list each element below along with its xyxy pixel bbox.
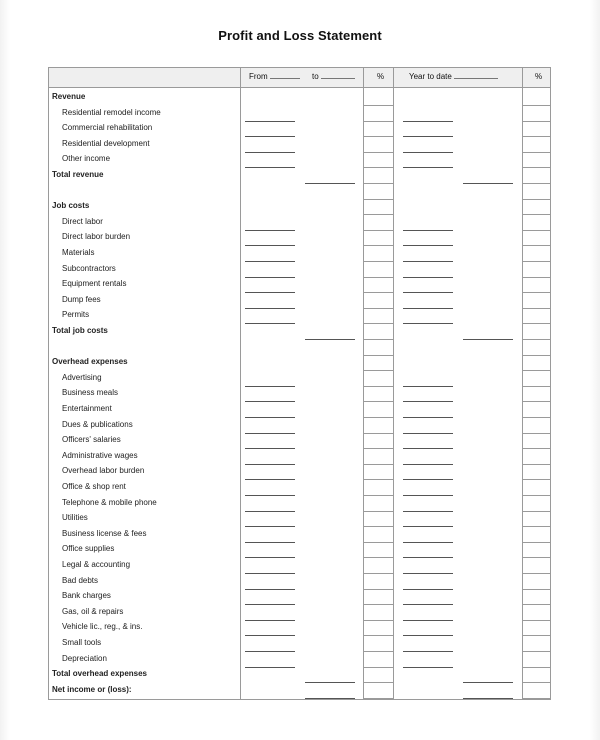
amount-entry-line[interactable] [245,573,295,574]
column-divider [393,68,394,699]
percent-cell-line [363,323,393,324]
percent-cell-line [522,417,550,418]
amount-entry-line[interactable] [403,526,453,527]
line-item-label: Gas, oil & repairs [62,606,124,616]
amount-entry-line[interactable] [245,542,295,543]
percent-cell-line [522,526,550,527]
percent-cell-line [522,620,550,621]
amount-entry-line[interactable] [245,448,295,449]
percent-cell-line [522,651,550,652]
total-entry-line[interactable] [305,682,355,683]
table-header [49,68,550,88]
percent-cell-line [363,464,393,465]
statement-table [48,67,551,700]
amount-entry-line[interactable] [245,667,295,668]
percent-cell-line [522,542,550,543]
amount-entry-line[interactable] [403,167,453,168]
percent-cell-line [363,667,393,668]
percent-cell-line [363,370,393,371]
amount-entry-line[interactable] [245,230,295,231]
amount-entry-line[interactable] [245,167,295,168]
line-item-label: Direct labor [62,216,103,226]
total-entry-line[interactable] [305,339,355,340]
line-item-label: Direct labor burden [62,232,131,242]
line-item-label: Other income [62,154,111,164]
total-label: Total overhead expenses [52,669,147,679]
percent-cell-line [522,167,550,168]
amount-entry-line[interactable] [245,245,295,246]
percent-cell-line [522,230,550,231]
line-item-label: Small tools [62,638,102,647]
percent-cell-line [363,167,393,168]
percent-cell-line [522,495,550,496]
amount-entry-line[interactable] [245,308,295,309]
amount-entry-line[interactable] [245,479,295,480]
amount-entry-line[interactable] [245,589,295,590]
line-item-label: Administrative wages [62,450,138,460]
amount-entry-line[interactable] [245,261,295,262]
amount-entry-line[interactable] [245,433,295,434]
percent-cell-line [363,542,393,543]
percent-cell-line [363,417,393,418]
total-entry-line[interactable] [463,682,513,683]
percent-cell-line [522,635,550,636]
percent-cell-line [363,386,393,387]
header-from: From [249,72,300,81]
amount-entry-line[interactable] [245,323,295,324]
percent-cell-line [522,464,550,465]
percent-cell-line [522,136,550,137]
percent-cell-line [363,292,393,293]
percent-cell-line [522,105,550,106]
percent-cell-line [363,698,393,699]
amount-entry-line[interactable] [403,589,453,590]
percent-cell-line [363,557,393,558]
percent-cell-line [363,495,393,496]
percent-cell-line [363,121,393,122]
amount-entry-line[interactable] [403,121,453,122]
line-item-label: Residential development [62,138,150,148]
percent-cell-line [363,152,393,153]
line-item-label: Entertainment [62,404,112,413]
line-item-label: Depreciation [62,653,107,663]
amount-entry-line[interactable] [403,573,453,574]
document-title: Profit and Loss Statement [218,28,382,43]
amount-entry-line[interactable] [245,401,295,402]
line-item-label: Equipment rentals [62,279,127,289]
percent-cell-line [363,261,393,262]
percent-cell-line [363,651,393,652]
percent-cell-line [522,386,550,387]
percent-cell-line [363,635,393,636]
percent-cell-line [522,339,550,340]
percent-cell-line [522,479,550,480]
amount-entry-line[interactable] [245,635,295,636]
total-entry-line[interactable] [463,183,513,184]
amount-entry-line[interactable] [245,651,295,652]
percent-cell-line [363,355,393,356]
percent-cell-line [522,199,550,200]
percent-cell-line [522,308,550,309]
percent-cell-line [522,370,550,371]
line-item-label: Advertising [62,372,102,382]
header-to: to [312,72,355,81]
header-ytd: Year to date [409,72,498,81]
total-entry-line[interactable] [463,339,513,340]
amount-entry-line[interactable] [245,495,295,496]
amount-entry-line[interactable] [403,557,453,558]
percent-cell-line [363,620,393,621]
percent-cell-line [363,589,393,590]
header-pct2: % [535,72,543,81]
percent-cell-line [363,214,393,215]
line-item-label: Utilities [62,513,88,523]
line-item-label: Residential remodel income [62,107,161,117]
amount-entry-line[interactable] [403,277,453,278]
percent-cell-line [363,573,393,574]
section-heading: Job costs [52,201,90,211]
percent-cell-line [363,277,393,278]
amount-entry-line[interactable] [245,386,295,387]
percent-cell-line [522,667,550,668]
amount-entry-line[interactable] [403,230,453,231]
percent-cell-line [522,292,550,293]
line-item-label: Office & shop rent [62,482,126,491]
amount-entry-line[interactable] [245,526,295,527]
percent-cell-line [522,183,550,184]
percent-cell-line [522,355,550,356]
line-item-label: Vehicle lic., reg., & ins. [62,622,143,632]
amount-entry-line[interactable] [245,277,295,278]
amount-entry-line[interactable] [245,121,295,122]
line-item-label: Subcontractors [62,263,116,273]
amount-entry-line[interactable] [245,604,295,605]
percent-cell-line [363,230,393,231]
header-pct: % [377,72,385,81]
line-item-label: Bad debts [62,575,99,585]
amount-entry-line[interactable] [403,323,453,324]
percent-cell-line [522,152,550,153]
percent-cell-line [522,214,550,215]
percent-cell-line [522,448,550,449]
line-item-label: Overhead labor burden [62,466,145,476]
amount-entry-line[interactable] [403,448,453,449]
percent-cell-line [522,589,550,590]
amount-entry-line[interactable] [403,433,453,434]
amount-entry-line[interactable] [245,557,295,558]
percent-cell-line [363,682,393,683]
amount-entry-line[interactable] [403,635,453,636]
amount-entry-line[interactable] [403,479,453,480]
amount-entry-line[interactable] [245,417,295,418]
percent-cell-line [363,308,393,309]
percent-cell-line [363,401,393,402]
section-heading: Revenue [52,92,86,101]
percent-cell-line [363,136,393,137]
total-label: Total revenue [52,170,104,179]
line-item-label: Bank charges [62,591,111,601]
line-item-label: Permits [62,310,90,320]
amount-entry-line[interactable] [403,542,453,543]
percent-cell-line [522,604,550,605]
percent-cell-line [363,526,393,527]
amount-entry-line[interactable] [403,604,453,605]
percent-cell-line [363,448,393,449]
line-item-label: Business license & fees [62,528,147,538]
amount-entry-line[interactable] [403,245,453,246]
percent-cell-line [522,121,550,122]
line-item-label: Business meals [62,388,119,398]
total-entry-line[interactable] [305,698,355,699]
total-entry-line[interactable] [305,183,355,184]
amount-entry-line[interactable] [403,511,453,512]
percent-cell-line [522,511,550,512]
amount-entry-line[interactable] [403,401,453,402]
total-label: Total job costs [52,326,108,335]
percent-cell-line [522,277,550,278]
percent-cell-line [522,573,550,574]
amount-entry-line[interactable] [245,136,295,137]
percent-cell-line [522,261,550,262]
amount-entry-line[interactable] [245,620,295,621]
total-label: Net income or (loss): [52,684,132,694]
amount-entry-line[interactable] [403,417,453,418]
amount-entry-line[interactable] [403,495,453,496]
amount-entry-line[interactable] [245,511,295,512]
line-item-label: Dump fees [62,294,101,304]
line-item-label: Officers' salaries [62,435,121,445]
percent-cell-line [522,245,550,246]
percent-cell-line [522,433,550,434]
percent-cell-line [522,323,550,324]
line-item-label: Commercial rehabilitation [62,123,153,133]
percent-cell-line [363,183,393,184]
amount-entry-line[interactable] [403,261,453,262]
line-item-label: Office supplies [62,544,115,554]
total-entry-line[interactable] [463,698,513,699]
percent-cell-line [522,698,550,699]
section-heading: Overhead expenses [52,357,128,367]
column-divider [240,68,241,699]
percent-cell-line [363,245,393,246]
percent-cell-line [363,433,393,434]
amount-entry-line[interactable] [245,292,295,293]
amount-entry-line[interactable] [245,152,295,153]
percent-cell-line [522,557,550,558]
line-item-label: Materials [62,248,95,257]
amount-entry-line[interactable] [403,651,453,652]
line-item-label: Telephone & mobile phone [62,497,157,507]
percent-cell-line [363,199,393,200]
amount-entry-line[interactable] [403,292,453,293]
line-item-label: Legal & accounting [62,560,131,569]
percent-cell-line [363,604,393,605]
amount-entry-line[interactable] [403,464,453,465]
amount-entry-line[interactable] [403,386,453,387]
percent-cell-line [363,511,393,512]
percent-cell-line [363,479,393,480]
amount-entry-line[interactable] [403,136,453,137]
percent-cell-line [363,339,393,340]
line-item-label: Dues & publications [62,419,133,429]
amount-entry-line[interactable] [403,152,453,153]
amount-entry-line[interactable] [403,308,453,309]
amount-entry-line[interactable] [403,620,453,621]
amount-entry-line[interactable] [245,464,295,465]
percent-cell-line [363,105,393,106]
amount-entry-line[interactable] [403,667,453,668]
percent-cell-line [522,401,550,402]
percent-cell-line [522,682,550,683]
